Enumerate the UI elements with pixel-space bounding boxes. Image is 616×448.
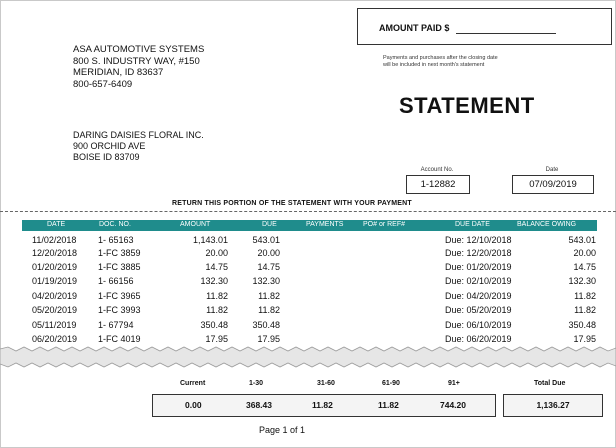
row-date: 01/19/2019 — [32, 276, 78, 286]
aging-label-91-plus: 91+ — [448, 380, 460, 387]
row-due-date: Due: 05/20/2019 — [445, 305, 512, 315]
row-due: 11.82 — [258, 291, 280, 301]
perforation-line — [0, 211, 616, 212]
table-header — [22, 220, 597, 231]
row-doc: 1-FC 3993 — [98, 305, 141, 315]
customer-address-line: 900 ORCHID AVE — [73, 141, 146, 151]
row-due: 543.01 — [252, 235, 280, 245]
aging-label-31-60: 31-60 — [317, 380, 335, 387]
table-row — [22, 320, 597, 333]
table-row — [22, 262, 597, 275]
row-balance: 132.30 — [568, 276, 596, 286]
row-balance: 350.48 — [568, 320, 596, 330]
row-due-date: Due: 06/10/2019 — [445, 320, 512, 330]
col-due-date: DUE DATE — [455, 221, 490, 228]
statement-date: 07/09/2019 — [512, 175, 594, 194]
document-title: STATEMENT — [399, 93, 535, 118]
aging-values-box — [152, 394, 496, 417]
aging-label-current: Current — [180, 380, 206, 387]
row-amount: 17.95 — [205, 334, 228, 344]
payment-note — [383, 55, 563, 69]
col-payments: PAYMENTS — [306, 221, 344, 228]
page-number: Page 1 of 1 — [259, 425, 306, 435]
row-balance: 543.01 — [568, 235, 596, 245]
aging-31-60: 11.82 — [312, 400, 333, 410]
row-date: 11/02/2018 — [32, 235, 77, 245]
row-date: 12/20/2018 — [32, 248, 78, 258]
table-row — [22, 235, 597, 248]
aging-91-plus: 744.20 — [440, 400, 466, 410]
row-due: 11.82 — [258, 305, 280, 315]
aging-1-30: 368.43 — [246, 400, 272, 410]
torn-edge-divider — [0, 345, 616, 369]
row-doc: 1-FC 3859 — [98, 248, 141, 258]
row-due-date: Due: 04/20/2019 — [445, 291, 512, 301]
table-row — [22, 276, 597, 289]
payment-note-line-1: Payments and purchases after the closing date — [383, 55, 498, 61]
row-date: 06/20/2019 — [32, 334, 78, 344]
company-name: ASA AUTOMOTIVE SYSTEMS — [73, 44, 205, 55]
payment-note-line-2: will be included in next month's statement — [383, 62, 485, 68]
row-date: 05/20/2019 — [32, 305, 78, 315]
table-row — [22, 248, 597, 261]
row-doc: 1-FC 3965 — [98, 291, 141, 301]
col-doc-no: DOC. NO. — [99, 221, 131, 228]
aging-current: 0.00 — [185, 400, 202, 410]
row-due: 20.00 — [257, 248, 280, 258]
total-due-value: 1,136.27 — [536, 400, 570, 410]
row-balance: 11.82 — [574, 291, 596, 301]
row-date: 04/20/2019 — [32, 291, 78, 301]
row-amount: 1,143.01 — [192, 235, 228, 245]
col-balance: BALANCE OWING — [517, 221, 577, 228]
return-instruction: RETURN THIS PORTION OF THE STATEMENT WITH YOUR PAYMENT — [172, 200, 412, 207]
row-due: 350.48 — [252, 320, 280, 330]
total-due-label: Total Due — [534, 380, 566, 387]
aging-label-61-90: 61-90 — [382, 380, 400, 387]
row-due-date: Due: 12/20/2018 — [445, 248, 512, 258]
row-due-date: Due: 02/10/2019 — [445, 276, 512, 286]
col-po-ref: PO# or REF# — [363, 221, 406, 228]
account-caption: Account No. — [420, 167, 454, 173]
col-due: DUE — [262, 221, 277, 228]
table-row — [22, 305, 597, 318]
row-doc: 1-FC 3885 — [98, 262, 141, 272]
company-phone: 800-657-6409 — [73, 78, 133, 90]
row-doc: 1- 67794 — [98, 320, 134, 330]
row-amount: 11.82 — [206, 305, 228, 315]
row-due: 17.95 — [257, 334, 280, 344]
row-balance: 14.75 — [573, 262, 596, 272]
row-amount: 132.30 — [200, 276, 228, 286]
row-due-date: Due: 01/20/2019 — [445, 262, 512, 272]
row-amount: 20.00 — [205, 248, 228, 258]
customer-name: DARING DAISIES FLORAL INC. — [73, 130, 204, 140]
row-balance: 11.82 — [574, 305, 596, 315]
row-due: 132.30 — [252, 276, 280, 286]
aging-61-90: 11.82 — [378, 400, 399, 410]
row-due-date: Due: 06/20/2019 — [445, 334, 512, 344]
amount-paid-line — [456, 33, 556, 34]
row-balance: 20.00 — [573, 248, 596, 258]
account-number: 1-12882 — [406, 175, 470, 194]
date-caption: Date — [545, 167, 559, 173]
company-address-line: 800 S. INDUSTRY WAY, #150 — [73, 55, 200, 67]
aging-label-1-30: 1-30 — [249, 380, 264, 387]
row-date: 05/11/2019 — [32, 320, 77, 330]
table-row — [22, 291, 597, 304]
company-address — [73, 44, 204, 90]
row-amount: 11.82 — [206, 291, 228, 301]
customer-city: BOISE ID 83709 — [73, 152, 140, 162]
col-date: DATE — [47, 221, 66, 228]
row-balance: 17.95 — [573, 334, 596, 344]
row-date: 01/20/2019 — [32, 262, 78, 272]
customer-address — [73, 130, 204, 163]
row-due-date: Due: 12/10/2018 — [445, 235, 512, 245]
row-amount: 350.48 — [200, 320, 228, 330]
row-due: 14.75 — [257, 262, 280, 272]
row-doc: 1- 66156 — [98, 276, 134, 286]
amount-paid-label: AMOUNT PAID $ — [379, 23, 450, 33]
row-doc: 1- 65163 — [98, 235, 134, 245]
col-amount: AMOUNT — [180, 221, 211, 228]
company-city: MERIDIAN, ID 83637 — [73, 67, 164, 78]
row-amount: 14.75 — [205, 262, 228, 272]
amount-paid-box — [357, 8, 612, 45]
total-due-box — [503, 394, 603, 417]
row-doc: 1-FC 4019 — [98, 334, 141, 344]
